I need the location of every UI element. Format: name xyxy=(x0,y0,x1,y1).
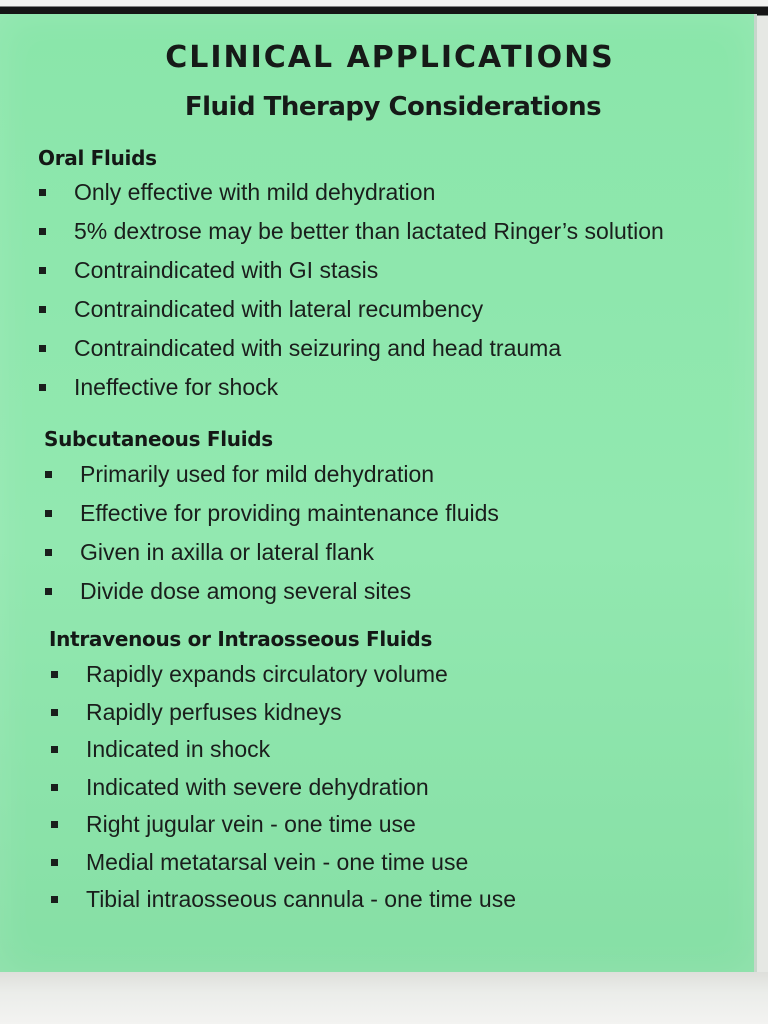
list-item-text: Contraindicated with GI stasis xyxy=(74,257,379,283)
list-item xyxy=(51,848,516,886)
section-heading-subcutaneous-fluids: Subcutaneous Fluids xyxy=(44,427,273,451)
square-bullet-icon xyxy=(51,821,58,828)
bullet-list-oral-fluids xyxy=(39,178,664,412)
list-item xyxy=(39,373,664,412)
square-bullet-icon xyxy=(45,510,52,517)
list-item xyxy=(39,217,664,256)
list-item xyxy=(39,295,664,334)
square-bullet-icon xyxy=(51,709,58,716)
list-item xyxy=(45,460,499,499)
page-subtitle: Fluid Therapy Considerations xyxy=(184,92,602,122)
list-item-text: Rapidly perfuses kidneys xyxy=(86,698,342,725)
list-item-text: Primarily used for mild dehydration xyxy=(80,461,435,487)
square-bullet-icon xyxy=(51,784,58,791)
list-item xyxy=(51,735,516,773)
bullet-list-intravenous-intraosseous-fluids xyxy=(51,660,516,923)
square-bullet-icon xyxy=(51,671,58,678)
list-item xyxy=(45,499,499,538)
list-item-text: Effective for providing maintenance fluids xyxy=(80,500,499,526)
list-item-text: Only effective with mild dehydration xyxy=(74,179,436,205)
list-item-text: Rapidly expands circulatory volume xyxy=(86,661,448,687)
list-item xyxy=(51,660,516,698)
list-item-text: Tibial intraosseous cannula - one time use xyxy=(86,886,516,912)
section-heading-intravenous-intraosseous-fluids: Intravenous or Intraosseous Fluids xyxy=(49,627,433,651)
list-item-text: Ineffective for shock xyxy=(74,374,279,400)
list-item xyxy=(39,334,664,373)
square-bullet-icon xyxy=(39,228,46,235)
page-title: CLINICAL APPLICATIONS xyxy=(165,40,615,75)
list-item xyxy=(51,698,516,736)
list-item xyxy=(51,810,516,848)
square-bullet-icon xyxy=(39,189,46,196)
square-bullet-icon xyxy=(45,471,52,478)
list-item-text: Contraindicated with lateral recumbency xyxy=(74,296,484,322)
square-bullet-icon xyxy=(39,267,46,274)
list-item-text: Right jugular vein - one time use xyxy=(86,811,416,837)
list-item xyxy=(51,885,516,923)
right-margin xyxy=(757,16,768,972)
list-item-text: Given in axilla or lateral flank xyxy=(80,539,375,565)
section-heading-oral-fluids: Oral Fluids xyxy=(38,146,157,170)
square-bullet-icon xyxy=(45,549,52,556)
list-item xyxy=(39,178,664,217)
list-item xyxy=(45,538,499,577)
list-item-text: 5% dextrose may be better than lactated Ringer’s solution xyxy=(74,218,664,244)
list-item xyxy=(45,577,499,616)
square-bullet-icon xyxy=(51,859,58,866)
list-item-text: Divide dose among several sites xyxy=(80,578,412,604)
list-item-text: Contraindicated with seizuring and head trauma xyxy=(74,335,562,361)
list-item-text: Indicated with severe dehydration xyxy=(86,773,429,800)
square-bullet-icon xyxy=(39,345,46,352)
bottom-margin xyxy=(0,972,768,1024)
square-bullet-icon xyxy=(45,588,52,595)
bullet-list-subcutaneous-fluids xyxy=(45,460,499,616)
square-bullet-icon xyxy=(51,746,58,753)
list-item-text: Medial metatarsal vein - one time use xyxy=(86,848,469,875)
square-bullet-icon xyxy=(51,896,58,903)
square-bullet-icon xyxy=(39,306,46,313)
list-item xyxy=(51,773,516,811)
list-item xyxy=(39,256,664,295)
list-item-text: Indicated in shock xyxy=(86,736,271,762)
square-bullet-icon xyxy=(39,384,46,391)
